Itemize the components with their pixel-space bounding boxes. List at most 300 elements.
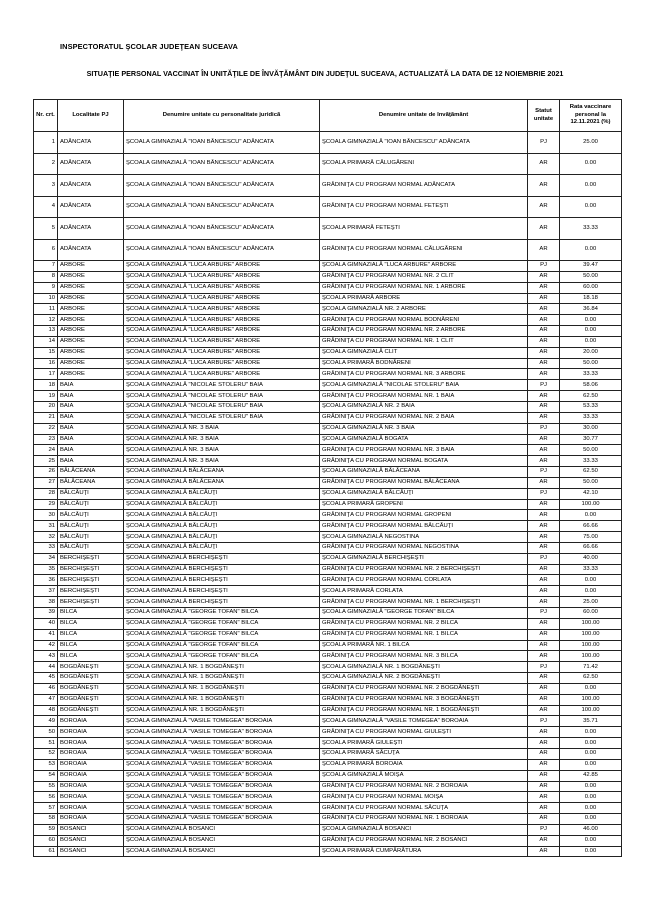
row-localitate: BĂLĂCEANA [58,477,124,488]
row-unitate-invatamant: ŞCOALA PRIMARĂ GROPENI [320,499,528,510]
row-localitate: ARBORE [58,336,124,347]
row-number: 55 [34,781,58,792]
row-rata: 66.66 [560,542,622,553]
row-statut: AR [528,770,560,781]
row-statut: AR [528,738,560,749]
row-rata: 25.00 [560,597,622,608]
row-unitate-pj: ŞCOALA GIMNAZIALĂ NR. 3 BAIA [124,456,320,467]
row-unitate-pj: ŞCOALA GIMNAZIALĂ BĂLĂCEANA [124,467,320,478]
row-number: 59 [34,824,58,835]
table-row [34,629,622,640]
table-row [34,553,622,564]
row-rata: 0.00 [560,727,622,738]
row-unitate-pj: ŞCOALA GIMNAZIALĂ BERCHIŞEŞTI [124,597,320,608]
row-localitate: BĂLCĂUŢI [58,499,124,510]
table-row [34,662,622,673]
table-row [34,196,622,218]
document-title: SITUAŢIE PERSONAL VACCINAT ÎN UNITĂŢILE DE ÎNVĂŢĂMÂNT DIN JUDEŢUL SUCEAVA, ACTUALIZATĂ LA DATA DE 12 NOIEMBRIE 2021 [86,69,564,78]
row-localitate: BILCA [58,618,124,629]
row-localitate: BOSANCI [58,835,124,846]
row-number: 43 [34,651,58,662]
row-unitate-pj: ŞCOALA GIMNAZIALĂ "VASILE TOMEGEA" BOROAIA [124,814,320,825]
row-statut: AR [528,401,560,412]
table-row [34,564,622,575]
row-unitate-pj: ŞCOALA GIMNAZIALĂ BĂLCĂUŢI [124,521,320,532]
table-row [34,175,622,197]
row-unitate-invatamant: ŞCOALA GIMNAZIALĂ BOSANCI [320,824,528,835]
row-number: 13 [34,326,58,337]
row-unitate-invatamant: GRĂDINIŢA CU PROGRAM NORMAL NR. 3 BOGDĂNEŞTI [320,694,528,705]
row-unitate-pj: ŞCOALA GIMNAZIALĂ "VASILE TOMEGEA" BOROAIA [124,803,320,814]
table-row [34,705,622,716]
row-statut: AR [528,271,560,282]
row-localitate: BILCA [58,608,124,619]
row-localitate: BAIA [58,380,124,391]
row-statut: AR [528,499,560,510]
row-localitate: BOROAIA [58,781,124,792]
row-unitate-pj: ŞCOALA GIMNAZIALĂ "IOAN BĂNCESCU" ADÂNCATA [124,132,320,154]
table-row [34,304,622,315]
row-rata: 71.42 [560,662,622,673]
row-rata: 0.00 [560,814,622,825]
row-rata: 60.00 [560,608,622,619]
header-statut: Statut unitate [528,100,560,132]
table-row [34,738,622,749]
row-number: 46 [34,683,58,694]
row-number: 36 [34,575,58,586]
row-unitate-invatamant: GRĂDINIŢA CU PROGRAM NORMAL NR. 2 BILCA [320,618,528,629]
row-unitate-invatamant: ŞCOALA PRIMARĂ CORLATA [320,586,528,597]
row-number: 30 [34,510,58,521]
row-unitate-invatamant: GRĂDINIŢA CU PROGRAM NORMAL NR. 2 ARBORE [320,326,528,337]
row-rata: 100.00 [560,618,622,629]
row-number: 1 [34,132,58,154]
row-rata: 0.00 [560,683,622,694]
table-row [34,315,622,326]
row-statut: AR [528,846,560,857]
row-number: 50 [34,727,58,738]
row-rata: 36.84 [560,304,622,315]
row-localitate: BOGDĂNEŞTI [58,694,124,705]
row-unitate-invatamant: GRĂDINIŢA CU PROGRAM NORMAL NR. 1 BILCA [320,629,528,640]
row-number: 35 [34,564,58,575]
row-unitate-invatamant: GRĂDINIŢA CU PROGRAM NORMAL NR. 2 BOROAIA [320,781,528,792]
row-unitate-pj: ŞCOALA GIMNAZIALĂ NR. 1 BOGDĂNEŞTI [124,673,320,684]
row-rata: 0.00 [560,792,622,803]
row-unitate-pj: ŞCOALA GIMNAZIALĂ BERCHIŞEŞTI [124,564,320,575]
row-number: 25 [34,456,58,467]
table-row [34,608,622,619]
row-statut: PJ [528,261,560,272]
row-rata: 100.00 [560,651,622,662]
row-unitate-pj: ŞCOALA GIMNAZIALĂ BĂLCĂUŢI [124,499,320,510]
table-row [34,132,622,154]
row-number: 39 [34,608,58,619]
row-unitate-pj: ŞCOALA GIMNAZIALĂ NR. 3 BAIA [124,423,320,434]
row-unitate-invatamant: GRĂDINIŢA CU PROGRAM NORMAL NR. 2 BAIA [320,412,528,423]
row-unitate-pj: ŞCOALA GIMNAZIALĂ "LUCA ARBURE" ARBORE [124,336,320,347]
table-row [34,477,622,488]
row-unitate-pj: ŞCOALA GIMNAZIALĂ BĂLCĂUŢI [124,542,320,553]
table-row [34,814,622,825]
row-statut: AR [528,391,560,402]
row-number: 9 [34,282,58,293]
row-rata: 39.47 [560,261,622,272]
table-row [34,412,622,423]
row-localitate: BAIA [58,401,124,412]
row-localitate: ADÂNCATA [58,132,124,154]
row-unitate-pj: ŞCOALA GIMNAZIALĂ BĂLCĂUŢI [124,510,320,521]
table-row [34,770,622,781]
row-localitate: BOSANCI [58,824,124,835]
row-localitate: BOSANCI [58,846,124,857]
table-row [34,694,622,705]
row-unitate-invatamant: GRĂDINIŢA CU PROGRAM NORMAL NR. 1 BERCHIŞEŞTI [320,597,528,608]
row-number: 33 [34,542,58,553]
row-number: 41 [34,629,58,640]
row-localitate: BAIA [58,434,124,445]
row-unitate-invatamant: GRĂDINIŢA CU PROGRAM NORMAL ADÂNCATA [320,175,528,197]
header-localitate: Localitate PJ [58,100,124,132]
row-statut: AR [528,705,560,716]
row-statut: AR [528,434,560,445]
row-unitate-invatamant: GRĂDINIŢA CU PROGRAM NORMAL FETEŞTI [320,196,528,218]
header-rata: Rata vaccinare personal la 12.11.2021 (%) [560,100,622,132]
row-rata: 35.71 [560,716,622,727]
row-unitate-pj: ŞCOALA GIMNAZIALĂ "GEORGE TOFAN" BILCA [124,629,320,640]
row-localitate: ARBORE [58,271,124,282]
row-unitate-pj: ŞCOALA GIMNAZIALĂ "GEORGE TOFAN" BILCA [124,618,320,629]
row-localitate: ADÂNCATA [58,239,124,261]
row-number: 15 [34,347,58,358]
row-statut: PJ [528,824,560,835]
row-number: 40 [34,618,58,629]
row-unitate-pj: ŞCOALA GIMNAZIALĂ "VASILE TOMEGEA" BOROAIA [124,759,320,770]
row-number: 21 [34,412,58,423]
table-row [34,499,622,510]
row-rata: 30.00 [560,423,622,434]
row-rata: 50.00 [560,477,622,488]
row-rata: 0.00 [560,196,622,218]
row-number: 54 [34,770,58,781]
row-statut: AR [528,196,560,218]
table-row [34,369,622,380]
row-localitate: BOROAIA [58,770,124,781]
row-unitate-pj: ŞCOALA GIMNAZIALĂ "LUCA ARBURE" ARBORE [124,282,320,293]
row-unitate-pj: ŞCOALA GIMNAZIALĂ "VASILE TOMEGEA" BOROAIA [124,727,320,738]
table-row [34,597,622,608]
table-row [34,467,622,478]
row-statut: AR [528,683,560,694]
row-unitate-invatamant: ŞCOALA GIMNAZIALĂ MOIŞA [320,770,528,781]
row-unitate-invatamant: ŞCOALA PRIMARĂ BOROAIA [320,759,528,770]
row-number: 53 [34,759,58,770]
row-localitate: BERCHIŞEŞTI [58,597,124,608]
row-rata: 42.85 [560,770,622,781]
row-statut: AR [528,542,560,553]
row-statut: PJ [528,380,560,391]
row-statut: AR [528,369,560,380]
row-unitate-pj: ŞCOALA GIMNAZIALĂ "LUCA ARBURE" ARBORE [124,261,320,272]
row-number: 3 [34,175,58,197]
row-unitate-pj: ŞCOALA GIMNAZIALĂ "VASILE TOMEGEA" BOROAIA [124,770,320,781]
row-statut: AR [528,477,560,488]
row-unitate-pj: ŞCOALA GIMNAZIALĂ "GEORGE TOFAN" BILCA [124,651,320,662]
row-statut: AR [528,358,560,369]
row-localitate: BAIA [58,391,124,402]
table-row [34,748,622,759]
row-localitate: BERCHIŞEŞTI [58,575,124,586]
row-localitate: ADÂNCATA [58,153,124,175]
row-statut: PJ [528,662,560,673]
table-row [34,716,622,727]
row-number: 34 [34,553,58,564]
row-unitate-pj: ŞCOALA GIMNAZIALĂ BOSANCI [124,835,320,846]
row-rata: 75.00 [560,532,622,543]
row-localitate: BILCA [58,629,124,640]
row-number: 48 [34,705,58,716]
row-rata: 30.77 [560,434,622,445]
row-unitate-invatamant: ŞCOALA PRIMARĂ CĂLUGĂRENI [320,153,528,175]
row-rata: 100.00 [560,629,622,640]
row-statut: AR [528,282,560,293]
row-number: 42 [34,640,58,651]
row-localitate: BOROAIA [58,792,124,803]
row-unitate-invatamant: GRĂDINIŢA CU PROGRAM NORMAL NR. 1 CLIT [320,336,528,347]
row-unitate-invatamant: GRĂDINIŢA CU PROGRAM NORMAL NR. 2 BERCHIŞEŞTI [320,564,528,575]
row-statut: AR [528,564,560,575]
row-statut: AR [528,814,560,825]
row-statut: AR [528,618,560,629]
table-row [34,261,622,272]
row-rata: 62.50 [560,673,622,684]
row-localitate: ARBORE [58,315,124,326]
row-statut: PJ [528,423,560,434]
row-unitate-pj: ŞCOALA GIMNAZIALĂ BERCHIŞEŞTI [124,575,320,586]
row-unitate-pj: ŞCOALA GIMNAZIALĂ "IOAN BĂNCESCU" ADÂNCATA [124,175,320,197]
row-unitate-invatamant: ŞCOALA GIMNAZIALĂ NR. 2 ARBORE [320,304,528,315]
row-unitate-invatamant: ŞCOALA PRIMARĂ FETEŞTI [320,218,528,240]
row-rata: 0.00 [560,748,622,759]
row-localitate: BERCHIŞEŞTI [58,553,124,564]
row-rata: 33.33 [560,218,622,240]
row-number: 20 [34,401,58,412]
row-statut: PJ [528,132,560,154]
row-rata: 0.00 [560,846,622,857]
row-localitate: BOGDĂNEŞTI [58,673,124,684]
row-unitate-invatamant: GRĂDINIŢA CU PROGRAM NORMAL NR. 3 ARBORE [320,369,528,380]
row-unitate-invatamant: GRĂDINIŢA CU PROGRAM NORMAL NR. 3 BILCA [320,651,528,662]
row-statut: AR [528,510,560,521]
row-unitate-pj: ŞCOALA GIMNAZIALĂ BERCHIŞEŞTI [124,553,320,564]
table-row [34,683,622,694]
row-unitate-invatamant: GRĂDINIŢA CU PROGRAM NORMAL MOIŞA [320,792,528,803]
table-row [34,542,622,553]
row-rata: 0.00 [560,153,622,175]
row-statut: AR [528,445,560,456]
row-statut: AR [528,651,560,662]
row-unitate-invatamant: GRĂDINIŢA CU PROGRAM NORMAL GIULEŞTI [320,727,528,738]
table-row [34,673,622,684]
row-unitate-invatamant: ŞCOALA GIMNAZIALĂ NEGOSTINA [320,532,528,543]
table-row [34,380,622,391]
row-rata: 62.50 [560,391,622,402]
row-unitate-invatamant: ŞCOALA GIMNAZIALĂ BOGATA [320,434,528,445]
row-number: 61 [34,846,58,857]
row-unitate-pj: ŞCOALA GIMNAZIALĂ BĂLCĂUŢI [124,532,320,543]
row-rata: 25.00 [560,132,622,154]
row-localitate: BERCHIŞEŞTI [58,564,124,575]
row-number: 31 [34,521,58,532]
row-unitate-pj: ŞCOALA GIMNAZIALĂ NR. 1 BOGDĂNEŞTI [124,683,320,694]
row-unitate-invatamant: ŞCOALA GIMNAZIALĂ "LUCA ARBURE" ARBORE [320,261,528,272]
row-unitate-invatamant: GRĂDINIŢA CU PROGRAM NORMAL BOGATA [320,456,528,467]
row-rata: 0.00 [560,175,622,197]
row-unitate-invatamant: GRĂDINIŢA CU PROGRAM NORMAL CORLATA [320,575,528,586]
row-unitate-pj: ŞCOALA GIMNAZIALĂ "NICOLAE STOLERU" BAIA [124,380,320,391]
table-row [34,391,622,402]
row-rata: 42.10 [560,488,622,499]
table-row [34,358,622,369]
table-row [34,521,622,532]
row-unitate-pj: ŞCOALA GIMNAZIALĂ "GEORGE TOFAN" BILCA [124,608,320,619]
table-row [34,727,622,738]
table-row [34,445,622,456]
row-statut: AR [528,575,560,586]
table-row [34,218,622,240]
row-unitate-invatamant: ŞCOALA GIMNAZIALĂ BĂLĂCEANA [320,467,528,478]
row-unitate-invatamant: GRĂDINIŢA CU PROGRAM NORMAL SĂCUŢA [320,803,528,814]
table-row [34,803,622,814]
row-localitate: ARBORE [58,326,124,337]
row-statut: AR [528,521,560,532]
row-rata: 20.00 [560,347,622,358]
row-rata: 46.00 [560,824,622,835]
row-unitate-pj: ŞCOALA GIMNAZIALĂ "IOAN BĂNCESCU" ADÂNCATA [124,153,320,175]
row-number: 57 [34,803,58,814]
row-statut: AR [528,727,560,738]
table-row [34,282,622,293]
table-row [34,488,622,499]
row-statut: AR [528,781,560,792]
table-row [34,792,622,803]
row-number: 47 [34,694,58,705]
row-unitate-invatamant: ŞCOALA PRIMARĂ BODNĂRENI [320,358,528,369]
row-rata: 33.33 [560,564,622,575]
row-statut: AR [528,586,560,597]
row-rata: 0.00 [560,575,622,586]
row-localitate: BĂLCĂUŢI [58,521,124,532]
row-number: 44 [34,662,58,673]
row-unitate-invatamant: GRĂDINIŢA CU PROGRAM NORMAL NR. 2 CLIT [320,271,528,282]
row-number: 6 [34,239,58,261]
row-unitate-pj: ŞCOALA GIMNAZIALĂ "IOAN BĂNCESCU" ADÂNCATA [124,196,320,218]
row-rata: 40.00 [560,553,622,564]
row-rata: 50.00 [560,358,622,369]
row-unitate-invatamant: GRĂDINIŢA CU PROGRAM NORMAL CĂLUGĂRENI [320,239,528,261]
row-localitate: ARBORE [58,261,124,272]
row-number: 56 [34,792,58,803]
row-unitate-pj: ŞCOALA GIMNAZIALĂ BERCHIŞEŞTI [124,586,320,597]
table-row [34,423,622,434]
row-unitate-invatamant: GRĂDINIŢA CU PROGRAM NORMAL BĂLCĂUŢI [320,521,528,532]
row-unitate-invatamant: ŞCOALA PRIMARĂ NR. 1 BILCA [320,640,528,651]
row-unitate-invatamant: GRĂDINIŢA CU PROGRAM NORMAL BĂLĂCEANA [320,477,528,488]
row-unitate-pj: ŞCOALA GIMNAZIALĂ "NICOLAE STOLERU" BAIA [124,412,320,423]
row-unitate-invatamant: ŞCOALA GIMNAZIALĂ NR. 3 BAIA [320,423,528,434]
row-unitate-invatamant: ŞCOALA GIMNAZIALĂ "IOAN BĂNCESCU" ADÂNCATA [320,132,528,154]
row-statut: PJ [528,553,560,564]
row-statut: AR [528,673,560,684]
row-statut: AR [528,456,560,467]
row-statut: AR [528,347,560,358]
row-unitate-pj: ŞCOALA GIMNAZIALĂ BĂLĂCEANA [124,477,320,488]
row-rata: 0.00 [560,586,622,597]
row-statut: AR [528,304,560,315]
row-statut: PJ [528,608,560,619]
row-localitate: BĂLCĂUŢI [58,542,124,553]
row-rata: 0.00 [560,759,622,770]
row-rata: 18.18 [560,293,622,304]
row-number: 26 [34,467,58,478]
row-unitate-pj: ŞCOALA GIMNAZIALĂ BOSANCI [124,824,320,835]
row-unitate-invatamant: ŞCOALA PRIMARĂ GIULEŞTI [320,738,528,749]
row-rata: 53.33 [560,401,622,412]
row-unitate-pj: ŞCOALA GIMNAZIALĂ "LUCA ARBURE" ARBORE [124,293,320,304]
table-row [34,434,622,445]
row-number: 37 [34,586,58,597]
row-localitate: ADÂNCATA [58,218,124,240]
row-statut: AR [528,803,560,814]
row-rata: 0.00 [560,510,622,521]
row-statut: AR [528,835,560,846]
row-number: 17 [34,369,58,380]
row-localitate: BERCHIŞEŞTI [58,586,124,597]
row-statut: AR [528,532,560,543]
row-statut: AR [528,175,560,197]
row-localitate: BĂLCĂUŢI [58,532,124,543]
row-statut: AR [528,597,560,608]
row-unitate-pj: ŞCOALA GIMNAZIALĂ "IOAN BĂNCESCU" ADÂNCATA [124,218,320,240]
row-localitate: BOROAIA [58,738,124,749]
row-unitate-pj: ŞCOALA GIMNAZIALĂ "LUCA ARBURE" ARBORE [124,347,320,358]
row-unitate-pj: ŞCOALA GIMNAZIALĂ NR. 1 BOGDĂNEŞTI [124,705,320,716]
row-rata: 100.00 [560,640,622,651]
row-unitate-pj: ŞCOALA GIMNAZIALĂ "LUCA ARBURE" ARBORE [124,326,320,337]
row-unitate-pj: ŞCOALA GIMNAZIALĂ "VASILE TOMEGEA" BOROAIA [124,748,320,759]
row-unitate-pj: ŞCOALA GIMNAZIALĂ "LUCA ARBURE" ARBORE [124,315,320,326]
row-number: 38 [34,597,58,608]
row-number: 4 [34,196,58,218]
row-localitate: BOROAIA [58,716,124,727]
row-localitate: ARBORE [58,369,124,380]
row-rata: 62.50 [560,467,622,478]
row-unitate-invatamant: ŞCOALA GIMNAZIALĂ NR. 2 BOGDĂNEŞTI [320,673,528,684]
table-row [34,326,622,337]
row-unitate-invatamant: GRĂDINIŢA CU PROGRAM NORMAL NR. 3 BAIA [320,445,528,456]
row-number: 2 [34,153,58,175]
row-unitate-pj: ŞCOALA GIMNAZIALĂ NR. 3 BAIA [124,434,320,445]
row-number: 23 [34,434,58,445]
row-localitate: ARBORE [58,304,124,315]
row-number: 60 [34,835,58,846]
row-rata: 100.00 [560,705,622,716]
row-unitate-invatamant: ŞCOALA GIMNAZIALĂ NR. 1 BOGDĂNEŞTI [320,662,528,673]
row-rata: 50.00 [560,271,622,282]
row-localitate: ADÂNCATA [58,175,124,197]
row-number: 28 [34,488,58,499]
header-unitate-invatamant: Denumire unitate de învăţământ [320,100,528,132]
